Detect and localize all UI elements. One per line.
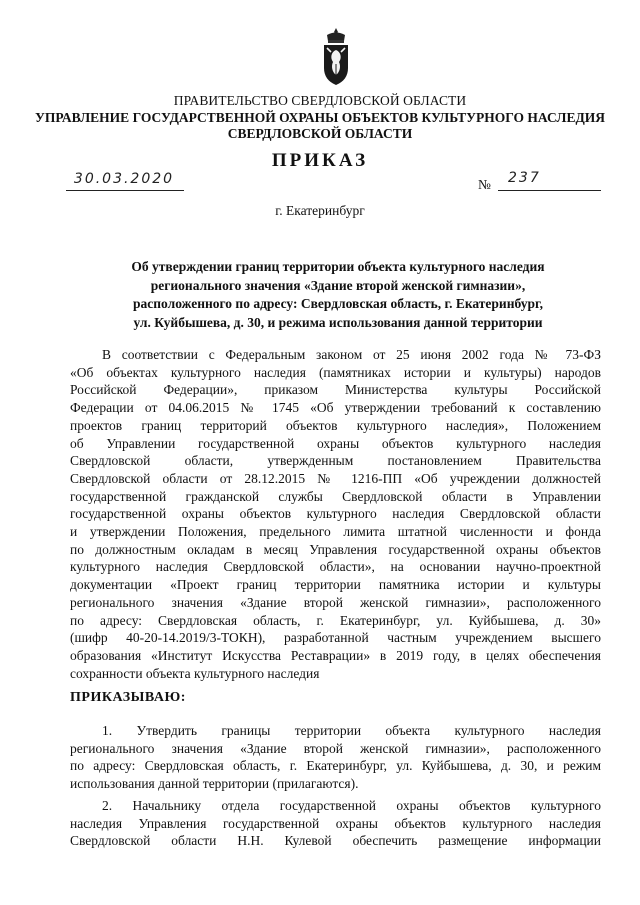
preamble-line: Свердловской области, утвержденным постановлением Правительства	[70, 453, 601, 469]
preamble-line: об Управлении государственной охраны объектов культурного наследия	[70, 435, 601, 451]
preamble-line: по должностным окладам в месяц Управления государственной охраны объектов	[70, 541, 601, 557]
preamble-line: документации «Проект границ территории памятника истории и культуры	[70, 577, 601, 593]
preamble-line: сохранности объекта культурного наследия	[70, 665, 320, 681]
preamble-line: государственной гражданской службы Свердловской области в Управлении	[70, 488, 601, 504]
document-type: ПРИКАЗ	[271, 150, 369, 171]
title-line: Об утверждении границ территории объекта культурного наследия	[131, 259, 545, 274]
government-name: ПРАВИТЕЛЬСТВО СВЕРДЛОВСКОЙ ОБЛАСТИ	[173, 93, 467, 108]
number-underline	[498, 190, 601, 191]
preamble-line: Федерации от 04.06.2015 № 1745 «Об утверждении требований к составлению	[70, 400, 601, 416]
item-line: Свердловской области Н.Н. Кулевой обеспечить размещение информации	[70, 833, 601, 849]
item-line: регионального значения «Здание второй женской гимназии», расположенного	[70, 740, 601, 756]
coat-of-arms-icon	[321, 28, 351, 86]
order-number: 237	[508, 170, 541, 186]
date-underline	[66, 190, 184, 191]
department-name-line2: СВЕРДЛОВСКОЙ ОБЛАСТИ	[227, 126, 413, 141]
department-name-line1: УПРАВЛЕНИЕ ГОСУДАРСТВЕННОЙ ОХРАНЫ ОБЪЕКТОВ КУЛЬТУРНОГО НАСЛЕДИЯ	[34, 110, 606, 125]
item-line: использования данной территории (прилагаются).	[70, 776, 359, 792]
city: г. Екатеринбург	[275, 203, 365, 218]
preamble-line: по адресу: Свердловская область, г. Екатеринбург, ул. Куйбышева, д. 30»	[70, 612, 601, 628]
preamble-line: регионального значения «Здание второй женской гимназии», расположенного	[70, 594, 601, 610]
order-date: 30.03.2020	[73, 171, 175, 187]
preamble-line: государственной охраны объектов культурного наследия Свердловской области	[70, 506, 601, 522]
order-title	[88, 258, 588, 333]
preamble-line: и утверждении Положения, предельного лимита штатной численности и фонда	[70, 524, 601, 540]
preamble-line: проектов границ территорий объектов культурного наследия», Положением	[70, 417, 601, 433]
title-line: расположенного по адресу: Свердловская область, г. Екатеринбург,	[133, 296, 543, 312]
number-label: №	[478, 177, 491, 192]
preamble-line: Свердловской области от 28.12.2015 № 1216-ПП «Об учреждении должностей	[70, 470, 601, 486]
preamble-line: (шифр 40-20-14.2019/3-ТОКН), разработанной частным учреждением высшего	[70, 630, 601, 646]
order-item-1	[70, 722, 601, 793]
preamble-line: образования «Институт Искусства Реставрации» в 2019 году, в целях обеспечения	[70, 647, 601, 663]
title-line: регионального значения «Здание второй женской гимназии»,	[150, 277, 526, 293]
preamble-line: В соответствии с Федеральным законом от 25 июня 2002 года № 73-ФЗ	[102, 347, 601, 362]
item-line: по адресу: Свердловская область, г. Екатеринбург, ул. Куйбышева, д. 30, и режим	[70, 758, 601, 774]
order-directive: ПРИКАЗЫВАЮ:	[70, 690, 186, 705]
item-line: наследия Управления государственной охраны объектов культурного наследия	[70, 815, 601, 831]
item-line: 2. Начальнику отдела государственной охраны объектов культурного	[102, 798, 601, 813]
order-item-2	[70, 797, 601, 850]
preamble-paragraph	[70, 346, 601, 682]
preamble-line: Российской Федерации», приказом Министерства культуры Российской	[70, 382, 601, 398]
preamble-line: «Об объектах культурного наследия (памятниках истории и культуры) народов	[70, 364, 601, 380]
item-line: 1. Утвердить границы территории объекта культурного наследия	[102, 723, 601, 738]
title-line: ул. Куйбышева, д. 30, и режима использования данной территории	[133, 315, 543, 331]
preamble-line: культурного наследия Свердловской области», на основании научно-проектной	[70, 559, 601, 575]
